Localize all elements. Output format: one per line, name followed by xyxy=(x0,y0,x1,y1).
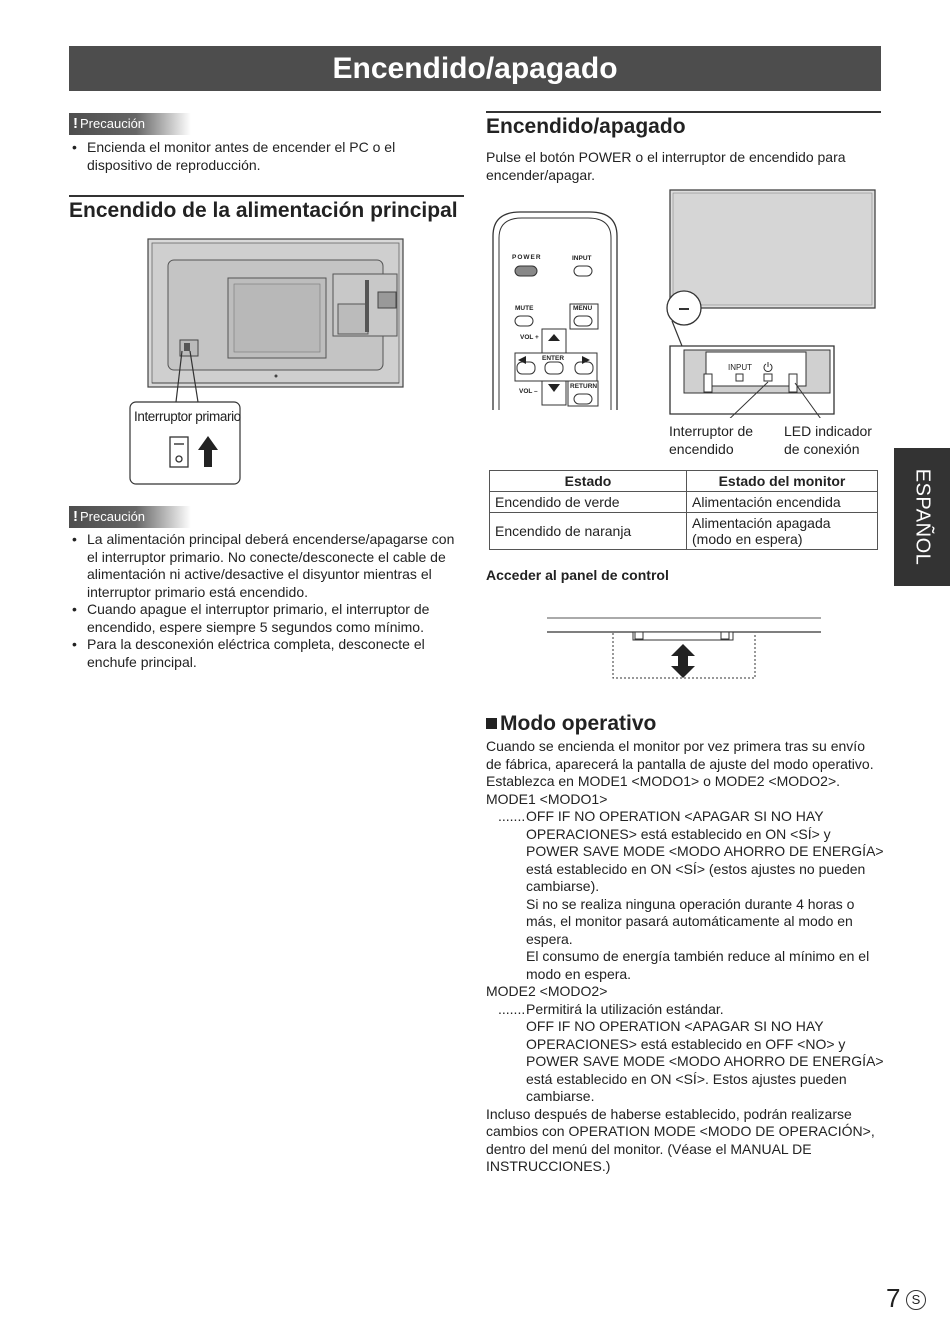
control-panel-illustration xyxy=(545,612,823,684)
monitor-back-illustration xyxy=(128,236,418,488)
onoff-intro: Pulse el botón POWER o el interruptor de encendido para encender/apagar. xyxy=(486,149,846,183)
modo-intro: Cuando se encienda el monitor por vez primera tras su envío de fábrica, aparecerá la pantalla de ajuste del modo operativo. Establezca en MODE1 <MODO1> o MODE2 <MODO2>. xyxy=(486,738,874,789)
input-button-label: INPUT xyxy=(572,255,592,262)
mode2-line: Permitirá la utilización estándar. xyxy=(526,1000,724,1017)
page-title: Encendido/apagado xyxy=(69,46,881,91)
mode2-label: MODE2 <MODO2> xyxy=(486,983,608,999)
leader-dots: ....... xyxy=(498,1000,526,1017)
mode2-line: OFF IF NO OPERATION <APAGAR SI NO HAY OPERACIONES> está establecido en OFF <NO> y POWER SAVE MODE <MODO AHORRO DE ENERGÍA> está establecido en ON <SÍ>. Estos ajustes pueden cambiarse. xyxy=(526,1018,884,1104)
table-cell: Alimentación encendida xyxy=(687,492,878,513)
power-switch-label: Interruptor de encendido xyxy=(669,423,754,457)
menu-button-label: MENU xyxy=(573,305,593,312)
panel-input-label: INPUT xyxy=(728,363,752,372)
vol-plus-label: VOL + xyxy=(520,334,539,341)
mode1-description xyxy=(486,808,884,983)
square-bullet-icon xyxy=(486,718,497,729)
column-header: Estado xyxy=(490,471,687,492)
list-item: • Para la desconexión eléctrica completa, desconecte el enchufe principal. xyxy=(69,636,467,671)
led-indicator-label: LED indicador de conexión xyxy=(784,423,872,457)
monitor-front-illustration xyxy=(664,188,879,418)
language-tab: ESPAÑOL xyxy=(894,448,950,586)
table-header-row xyxy=(490,471,878,492)
mode1-label: MODE1 <MODO1> xyxy=(486,790,608,807)
caution-list-1 xyxy=(69,139,449,174)
caution-label: Precaución xyxy=(80,509,146,524)
page-number: 7 xyxy=(886,1283,901,1313)
caution-badge-2 xyxy=(69,506,191,528)
leader-dots: ....... xyxy=(498,808,526,824)
list-item: • Cuando apague el interruptor primario, el interruptor de encendido, espere siempre 5 segundos como mínimo. xyxy=(69,601,467,636)
mode1-line: Si no se realiza ninguna operación durante 4 horas o más, el monitor pasará automáticamente al modo en espera. xyxy=(526,895,855,947)
table-row xyxy=(490,513,878,550)
mode1-line: OFF IF NO OPERATION <APAGAR SI NO HAY OPERACIONES> está establecido en ON <SÍ> y POWER SAVE MODE <MODO AHORRO DE ENERGÍA> está establecido en ON <SÍ> (estos ajustes no pueden cambiarse). xyxy=(526,808,884,894)
list-item: • La alimentación principal deberá encenderse/apagarse con el interruptor primario. No conecte/desconecte el cable de alimentación ni active/desactive el disyuntor mientras el interruptor primario está encendido. xyxy=(69,531,467,601)
column-header: Estado del monitor xyxy=(687,471,878,492)
onoff-heading: Encendido/apagado xyxy=(486,111,881,139)
remote-illustration xyxy=(490,206,620,410)
page-letter-circle: S xyxy=(906,1290,926,1310)
power-button-label: POWER xyxy=(512,254,542,261)
primary-switch-label: Interruptor primario xyxy=(134,409,241,424)
modo-section xyxy=(486,738,884,1176)
table-row xyxy=(490,492,878,513)
mode2-description xyxy=(486,1001,884,1106)
mute-button-label: MUTE xyxy=(515,305,534,312)
warning-icon: ! xyxy=(73,115,78,132)
table-cell: Alimentación apagada (modo en espera) xyxy=(687,513,878,550)
modo-heading: Modo operativo xyxy=(486,712,656,736)
table-cell: Encendido de verde xyxy=(490,492,687,513)
warning-icon: ! xyxy=(73,508,78,525)
main-power-heading: Encendido de la alimentación principal xyxy=(69,195,464,223)
enter-button-label: ENTER xyxy=(542,355,565,362)
vol-minus-label: VOL – xyxy=(519,388,538,395)
return-button-label: RETURN xyxy=(570,383,598,390)
caution-list-2 xyxy=(69,531,467,671)
caution-label: Precaución xyxy=(80,116,146,131)
status-table xyxy=(489,470,878,550)
modo-outro: Incluso después de haberse establecido, podrán realizarse cambios con OPERATION MODE <MODO DE OPERACIÓN>, dentro del menú del monitor. (Véase el MANUAL DE INSTRUCCIONES.) xyxy=(486,1105,875,1174)
caution-badge-1 xyxy=(69,113,191,135)
list-item: • Encienda el monitor antes de encender el PC o el dispositivo de reproducción. xyxy=(69,139,449,174)
table-cell: Encendido de naranja xyxy=(490,513,687,550)
control-panel-heading: Acceder al panel de control xyxy=(486,567,669,583)
mode1-line: El consumo de energía también reduce al mínimo en el modo en espera. xyxy=(526,948,870,982)
